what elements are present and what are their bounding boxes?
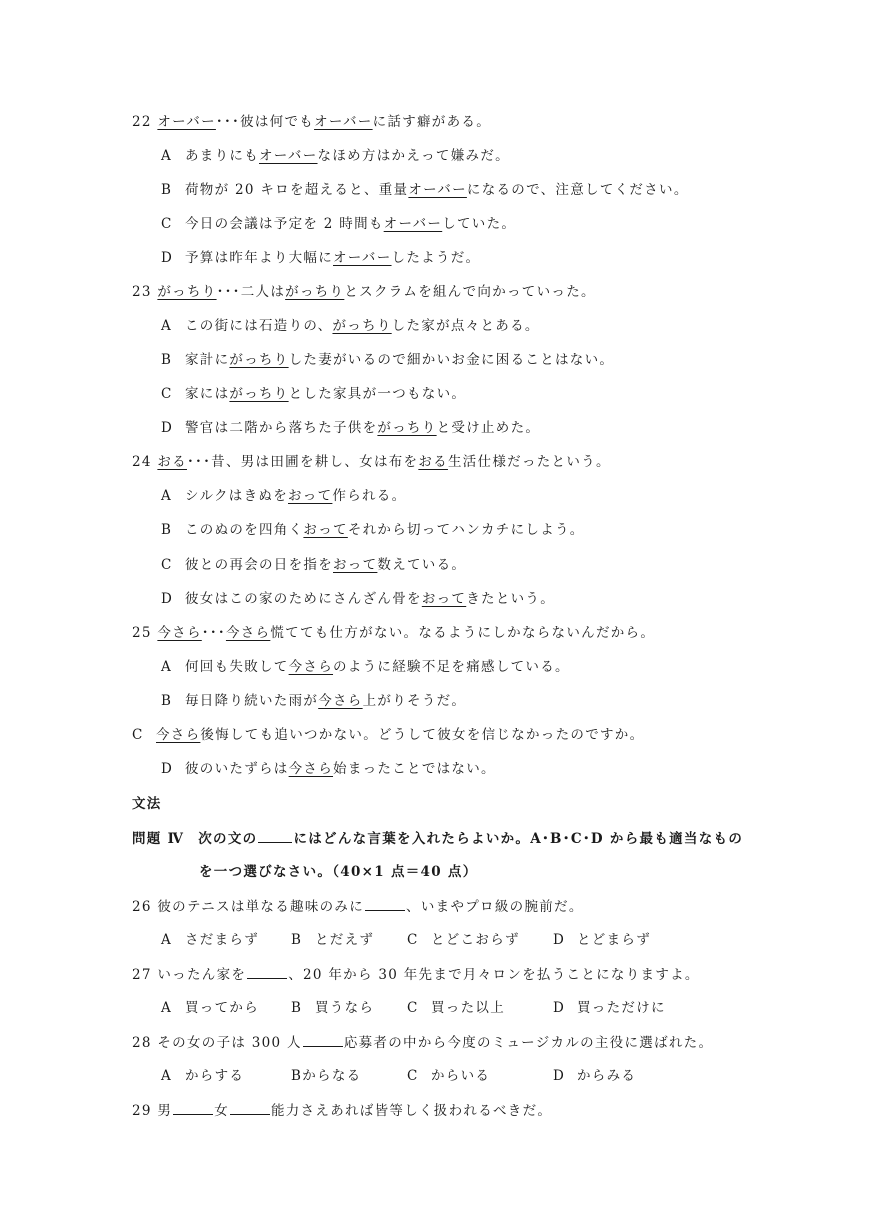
underlined-word: 今さら bbox=[225, 625, 271, 641]
choice-label: A bbox=[161, 932, 173, 948]
choice-label: C bbox=[407, 1068, 419, 1084]
option-text: 今日の会議は予定を 2 時間も bbox=[185, 216, 384, 232]
option-text: なほめ方はかえって嫌みだ。 bbox=[317, 148, 510, 164]
underlined-word: がっちり bbox=[332, 318, 392, 334]
target-word: 今さら bbox=[157, 625, 202, 641]
choice-label: C bbox=[407, 932, 419, 948]
option-text: した妻がいるので細かいお金に困ることはない。 bbox=[288, 352, 615, 368]
option-23-b bbox=[161, 350, 614, 370]
choice-text: さだまらず bbox=[185, 932, 259, 948]
question-number: 23 bbox=[132, 284, 152, 300]
choices-26 bbox=[161, 930, 651, 950]
choice-text: 買うなら bbox=[315, 1000, 375, 1016]
option-label: D bbox=[161, 761, 174, 777]
option-text: と受け止めた。 bbox=[436, 420, 541, 436]
sentence-text: その女の子は 300 人 bbox=[157, 1035, 302, 1051]
separator-dots: ･･･ bbox=[215, 114, 241, 130]
option-text: このぬのを四角く bbox=[185, 522, 304, 538]
instruction-text: 次の文の bbox=[198, 831, 258, 847]
question-27 bbox=[132, 964, 700, 985]
choice-26-a bbox=[161, 930, 291, 950]
option-label: A bbox=[161, 659, 173, 675]
problem-instruction-cont: を一つ選びなさい。（40×1 点＝40 点） bbox=[199, 864, 478, 880]
option-text: とした家具が一つもない。 bbox=[288, 386, 467, 402]
target-word: がっちり bbox=[157, 284, 217, 300]
option-text: したようだ。 bbox=[391, 250, 481, 266]
blank-placeholder bbox=[303, 1032, 343, 1047]
choice-27-b bbox=[291, 998, 407, 1018]
question-24 bbox=[132, 452, 611, 472]
option-text: 上がりそうだ。 bbox=[362, 693, 467, 709]
question-29 bbox=[132, 1100, 552, 1121]
question-number: 29 bbox=[132, 1103, 152, 1119]
option-text: シルクはきぬを bbox=[185, 488, 288, 504]
option-text: この街には石造りの、 bbox=[185, 318, 333, 334]
problem-instruction bbox=[132, 828, 743, 849]
target-word: おる bbox=[157, 454, 187, 470]
question-number: 28 bbox=[132, 1035, 152, 1051]
separator-dots: ･･･ bbox=[216, 284, 241, 300]
option-label: A bbox=[161, 488, 173, 504]
choice-26-c bbox=[407, 930, 553, 950]
instruction-text: にはどんな言葉を入れたらよいか。A･B･C･D から最も適当なもの bbox=[293, 831, 744, 847]
blank-placeholder bbox=[247, 964, 287, 979]
target-word: オーバー bbox=[157, 114, 216, 130]
choice-label: D bbox=[553, 1068, 566, 1084]
underlined-word: 今さら bbox=[288, 761, 334, 777]
sentence-text: 女 bbox=[214, 1103, 229, 1119]
option-label: B bbox=[161, 693, 173, 709]
choice-28-c bbox=[407, 1066, 553, 1086]
sentence-text: とスクラムを組んで向かっていった。 bbox=[344, 284, 596, 300]
question-number: 27 bbox=[132, 967, 152, 983]
underlined-word: がっちり bbox=[229, 386, 289, 402]
option-text: 予算は昨年より大幅に bbox=[185, 250, 333, 266]
option-text: あまりにも bbox=[185, 148, 259, 164]
option-text: のように経験不足を痛感している。 bbox=[333, 659, 570, 675]
option-label: C bbox=[161, 557, 173, 573]
option-label: B bbox=[161, 352, 173, 368]
option-text: 荷物が 20 キロを超えると、重量 bbox=[185, 182, 409, 198]
choice-label: B bbox=[291, 932, 303, 948]
choice-text: からいる bbox=[431, 1068, 491, 1084]
option-text: していた。 bbox=[442, 216, 517, 232]
underlined-word: おって bbox=[333, 557, 378, 573]
underlined-word: おって bbox=[421, 591, 467, 607]
option-25-a bbox=[161, 657, 570, 677]
choice-text: とどこおらず bbox=[431, 932, 520, 948]
choice-label: D bbox=[553, 932, 566, 948]
blank-placeholder bbox=[365, 896, 405, 911]
option-25-b bbox=[161, 691, 466, 711]
option-23-d bbox=[161, 418, 540, 438]
option-text: 数えている。 bbox=[377, 557, 467, 573]
choice-text: からみる bbox=[577, 1068, 637, 1084]
option-text: 毎日降り続いた雨が bbox=[185, 693, 319, 709]
sentence-text: 彼は何でも bbox=[240, 114, 315, 130]
underlined-word: オーバー bbox=[314, 114, 373, 130]
sentence-text: 昔、男は田圃を耕し、女は布を bbox=[211, 454, 419, 470]
option-text: 後悔しても追いつかない。どうして彼女を信じなかったのですか。 bbox=[200, 727, 645, 743]
question-28 bbox=[132, 1032, 713, 1053]
option-22-a bbox=[161, 146, 510, 166]
sentence-text: 、いまやプロ級の腕前だ。 bbox=[406, 899, 584, 915]
sentence-text: 生活仕様だったという。 bbox=[447, 454, 611, 470]
choice-text: 買ってから bbox=[185, 1000, 259, 1016]
option-23-c bbox=[161, 384, 466, 404]
choice-27-a bbox=[161, 998, 291, 1018]
question-number: 26 bbox=[132, 899, 152, 915]
option-label: C bbox=[132, 727, 144, 743]
blank-placeholder bbox=[258, 828, 292, 843]
option-text: 彼との再会の日を指を bbox=[185, 557, 333, 573]
option-24-a bbox=[161, 486, 406, 506]
option-text: になるので、注意してください。 bbox=[466, 182, 689, 198]
section-heading: 文法 bbox=[132, 796, 162, 812]
choice-28-b bbox=[291, 1066, 407, 1086]
blank-placeholder bbox=[173, 1100, 213, 1115]
option-22-d bbox=[161, 248, 480, 268]
choice-text: とどまらず bbox=[577, 932, 651, 948]
underlined-word: おって bbox=[288, 488, 333, 504]
question-number: 25 bbox=[132, 625, 152, 641]
option-24-c bbox=[161, 555, 466, 575]
blank-placeholder bbox=[230, 1100, 270, 1115]
option-text: した家が点々とある。 bbox=[391, 318, 540, 334]
option-label: D bbox=[161, 591, 174, 607]
sentence-text: 男 bbox=[157, 1103, 173, 1119]
option-25-c bbox=[132, 725, 644, 745]
option-label: C bbox=[161, 216, 173, 232]
separator-dots: ･･･ bbox=[186, 454, 212, 470]
option-label: C bbox=[161, 386, 173, 402]
option-label: A bbox=[161, 318, 173, 334]
choice-28-d bbox=[553, 1066, 636, 1086]
choice-27-d bbox=[553, 998, 666, 1018]
option-text: 家計に bbox=[185, 352, 230, 368]
question-23 bbox=[132, 282, 596, 302]
sentence-text: 二人は bbox=[240, 284, 286, 300]
option-text: 作られる。 bbox=[332, 488, 407, 504]
choice-text: とだえず bbox=[315, 932, 375, 948]
underlined-word: 今さら bbox=[318, 693, 363, 709]
choice-text: 買った以上 bbox=[431, 1000, 505, 1016]
underlined-word: がっちり bbox=[377, 420, 437, 436]
choice-label: A bbox=[161, 1068, 173, 1084]
choice-text: からする bbox=[185, 1068, 245, 1084]
choice-label: C bbox=[407, 1000, 419, 1016]
choice-28-a bbox=[161, 1066, 291, 1086]
underlined-word: 今さら bbox=[288, 659, 334, 675]
choice-label: B bbox=[291, 1000, 303, 1016]
sentence-text: 彼のテニスは単なる趣味のみに bbox=[157, 899, 365, 915]
option-25-d bbox=[161, 759, 496, 779]
option-text: 家には bbox=[185, 386, 230, 402]
sentence-text: 、20 年から 30 年先まで月々ロンを払うことになりますよ。 bbox=[288, 967, 700, 983]
option-label: B bbox=[161, 182, 173, 198]
option-label: D bbox=[161, 420, 174, 436]
option-22-b bbox=[161, 180, 689, 200]
option-label: D bbox=[161, 250, 174, 266]
underlined-word: オーバー bbox=[333, 250, 392, 266]
separator-dots: ･･･ bbox=[201, 625, 226, 641]
choice-label: A bbox=[161, 1000, 173, 1016]
sentence-text: 能力さえあれば皆等しく扱われるべきだ。 bbox=[271, 1103, 553, 1119]
choice-26-b bbox=[291, 930, 407, 950]
option-text: 何回も失敗して bbox=[185, 659, 289, 675]
question-26 bbox=[132, 896, 584, 917]
choice-text: からなる bbox=[302, 1068, 362, 1084]
sentence-text: 慌てても仕方がない。なるようにしかならないんだから。 bbox=[270, 625, 656, 641]
choice-27-c bbox=[407, 998, 553, 1018]
underlined-word: おる bbox=[418, 454, 448, 470]
option-text: きたという。 bbox=[466, 591, 556, 607]
option-text: 警官は二階から落ちた子供を bbox=[185, 420, 378, 436]
problem-label: 問題 Ⅳ bbox=[132, 831, 185, 847]
option-label: B bbox=[161, 522, 173, 538]
option-text: 彼のいたずらは bbox=[185, 761, 289, 777]
option-23-a bbox=[161, 316, 540, 336]
underlined-word: 今さら bbox=[156, 727, 201, 743]
underlined-word: がっちり bbox=[229, 352, 289, 368]
sentence-text: に話す癖がある。 bbox=[372, 114, 491, 130]
choice-label: D bbox=[553, 1000, 566, 1016]
option-text: 始まったことではない。 bbox=[333, 761, 496, 777]
question-25 bbox=[132, 623, 655, 643]
underlined-word: オーバー bbox=[259, 148, 318, 164]
underlined-word: おって bbox=[303, 522, 348, 538]
option-label: A bbox=[161, 148, 173, 164]
option-24-d bbox=[161, 589, 555, 609]
option-24-b bbox=[161, 520, 585, 540]
underlined-word: オーバー bbox=[408, 182, 467, 198]
underlined-word: がっちり bbox=[285, 284, 345, 300]
choices-28 bbox=[161, 1066, 636, 1086]
question-22 bbox=[132, 112, 491, 132]
choices-27 bbox=[161, 998, 666, 1018]
question-number: 22 bbox=[132, 114, 152, 130]
sentence-text: いったん家を bbox=[157, 967, 247, 983]
choice-label: B bbox=[291, 1068, 303, 1084]
option-text: 彼女はこの家のためにさんざん骨を bbox=[185, 591, 422, 607]
option-text: それから切ってハンカチにしよう。 bbox=[347, 522, 585, 538]
choice-26-d bbox=[553, 930, 651, 950]
choice-text: 買っただけに bbox=[577, 1000, 666, 1016]
option-22-c bbox=[161, 214, 516, 234]
underlined-word: オーバー bbox=[383, 216, 443, 232]
sentence-text: 応募者の中から今度のミュージカルの主役に選ばれた。 bbox=[343, 1035, 714, 1051]
question-number: 24 bbox=[132, 454, 152, 470]
